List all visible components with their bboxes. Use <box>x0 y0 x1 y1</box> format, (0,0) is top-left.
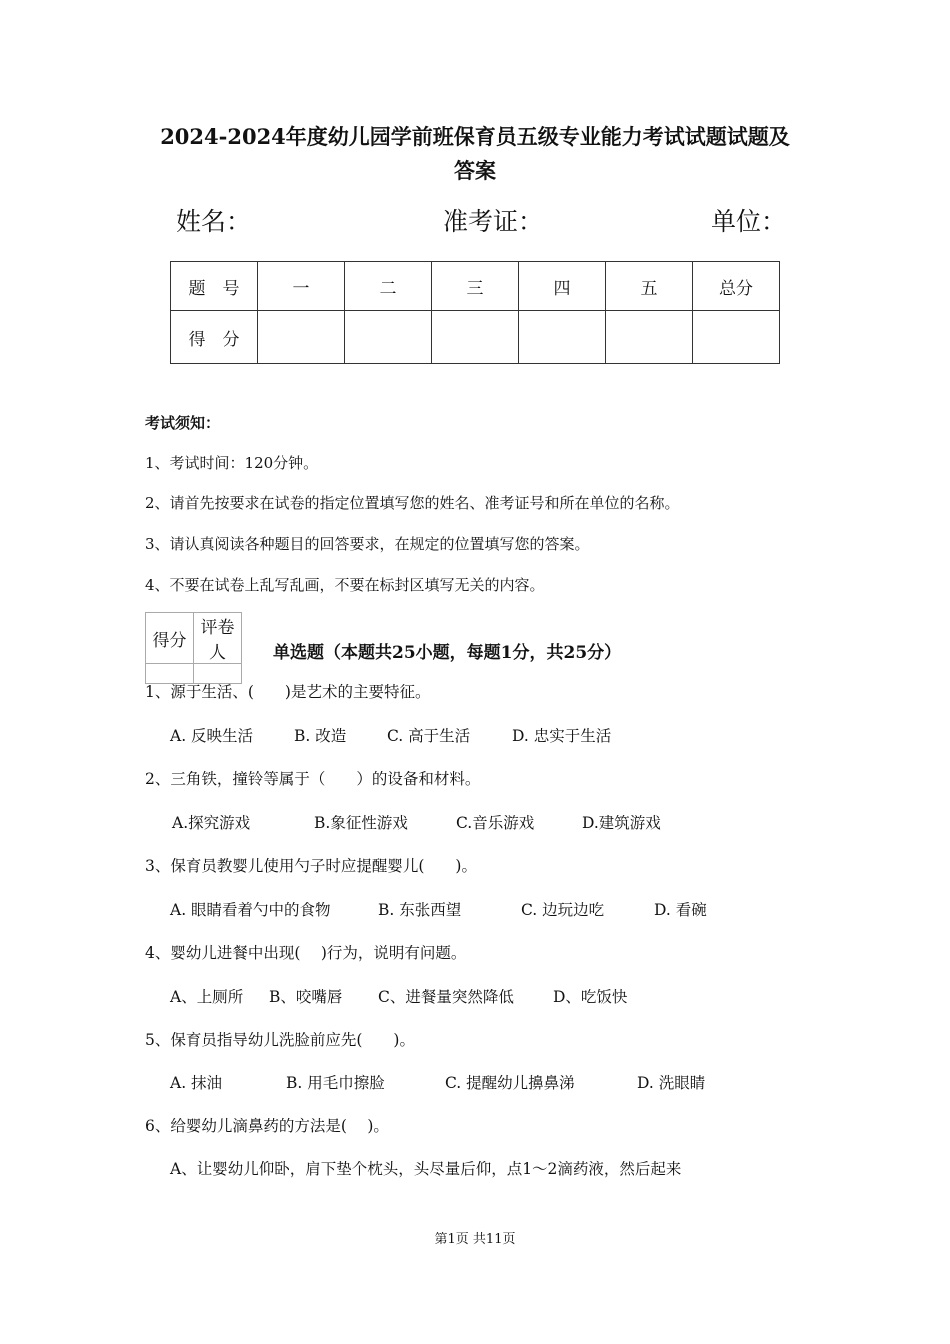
title-line-2: 答案 <box>454 158 496 183</box>
grader-score-label: 得分 <box>146 613 194 664</box>
name-label: 姓名： <box>176 207 252 236</box>
question-stem: 3、保育员教婴儿使用勺子时应提醒婴儿( )。 <box>145 857 477 875</box>
score-cell[interactable] <box>693 311 780 364</box>
option: D. 看碗 <box>654 901 707 919</box>
option: B. 用毛巾擦脸 <box>286 1074 385 1092</box>
option: B. 东张西望 <box>378 901 462 919</box>
option: A. 抹油 <box>170 1074 223 1092</box>
question-stem: 2、三角铁，撞铃等属于（ ）的设备和材料。 <box>145 770 481 788</box>
option: C、进餐量突然降低 <box>378 988 514 1006</box>
question-stem: 4、婴幼儿进餐中出现( )行为，说明有问题。 <box>145 944 467 962</box>
option: D、吃饭快 <box>553 988 628 1006</box>
score-table-score-row <box>171 311 780 364</box>
grader-box <box>145 612 242 684</box>
option: A、上厕所 <box>170 988 244 1006</box>
page-title <box>120 120 830 188</box>
question-stem: 1、源于生活、( )是艺术的主要特征。 <box>145 683 431 701</box>
grader-name-label: 评卷人 <box>194 613 242 664</box>
score-cell[interactable] <box>606 311 693 364</box>
question-stem: 6、给婴幼儿滴鼻药的方法是( )。 <box>145 1117 389 1135</box>
exam-no-label: 准考证： <box>443 207 544 236</box>
score-cell[interactable] <box>345 311 432 364</box>
option: B.象征性游戏 <box>314 814 408 832</box>
score-cell[interactable] <box>519 311 606 364</box>
header-cell: 一 <box>258 262 345 311</box>
header-cell: 三 <box>432 262 519 311</box>
header-cell: 总分 <box>693 262 780 311</box>
score-row-label: 得 分 <box>171 311 258 364</box>
notice-heading: 考试须知： <box>145 414 221 432</box>
option: C. 边玩边吃 <box>521 901 605 919</box>
option: C.音乐游戏 <box>456 814 535 832</box>
option: B. 改造 <box>294 727 347 745</box>
option: C. 提醒幼儿擤鼻涕 <box>445 1074 575 1092</box>
option: A、让婴幼儿仰卧，肩下垫个枕头，头尽量后仰，点1～2滴药液，然后起来 <box>170 1160 682 1178</box>
notice-item: 1、考试时间：120分钟。 <box>145 454 319 472</box>
notice-item: 3、请认真阅读各种题目的回答要求，在规定的位置填写您的答案。 <box>145 535 590 553</box>
option: B、咬嘴唇 <box>269 988 343 1006</box>
score-table-header-row <box>171 262 780 311</box>
option: D.建筑游戏 <box>582 814 661 832</box>
option: C. 高于生活 <box>387 727 471 745</box>
header-cell: 五 <box>606 262 693 311</box>
option: A. 反映生活 <box>170 727 254 745</box>
unit-label: 单位： <box>711 207 787 236</box>
question-stem: 5、保育员指导幼儿洗脸前应先( )。 <box>145 1031 415 1049</box>
header-cell: 四 <box>519 262 606 311</box>
option: D. 洗眼睛 <box>637 1074 706 1092</box>
score-cell[interactable] <box>258 311 345 364</box>
score-cell[interactable] <box>432 311 519 364</box>
score-table <box>170 261 780 364</box>
option: A.探究游戏 <box>172 814 251 832</box>
notice-item: 2、请首先按要求在试卷的指定位置填写您的姓名、准考证号和所在单位的名称。 <box>145 494 680 512</box>
page-footer: 第1页 共11页 <box>434 1232 516 1247</box>
header-cell: 题 号 <box>171 262 258 311</box>
option: D. 忠实于生活 <box>512 727 612 745</box>
notice-item: 4、不要在试卷上乱写乱画，不要在标封区填写无关的内容。 <box>145 576 545 594</box>
title-line-1: 2024-2024年度幼儿园学前班保育员五级专业能力考试试题试题及 <box>160 124 790 149</box>
header-cell: 二 <box>345 262 432 311</box>
option: A. 眼睛看着勺中的食物 <box>170 901 331 919</box>
section-heading: 单选题（本题共25小题，每题1分，共25分） <box>273 643 622 663</box>
